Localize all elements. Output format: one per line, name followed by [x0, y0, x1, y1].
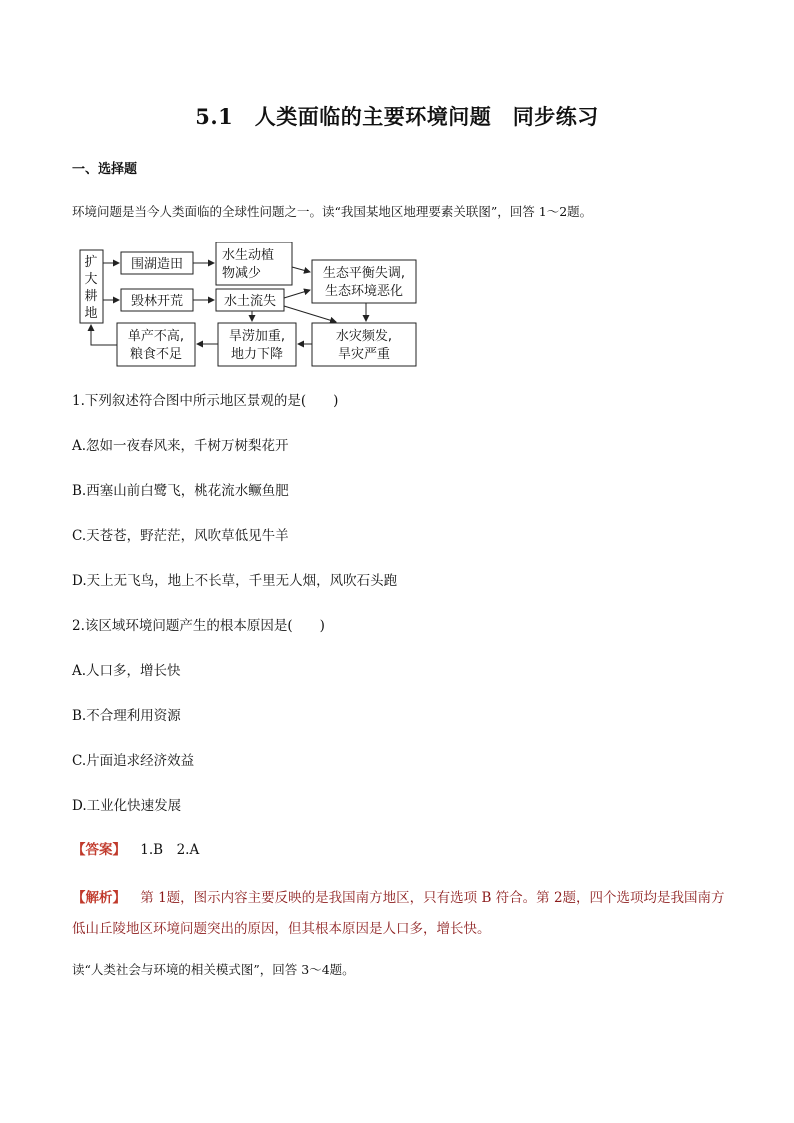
question-2-option-a: A.人口多，增长快: [72, 663, 181, 679]
question-1-option-d: D.天上无飞鸟，地上不长草，千里无人烟，风吹石头跑: [72, 573, 398, 589]
question-2-option-b: B.不合理利用资源: [72, 708, 181, 724]
node-deforest-text: 毁林开荒: [130, 294, 184, 309]
analysis-label: 【解析】: [72, 890, 126, 906]
question-2-option-d: D.工业化快速发展: [72, 798, 182, 814]
node-drought-text-1: 旱涝加重,: [228, 329, 286, 344]
node-aquatic-text-2: 物减少: [222, 266, 262, 281]
page-title: 5.1 人类面临的主要环境问题 同步练习: [195, 104, 599, 129]
question-1-option-c: C.天苍苍，野茫茫，风吹草低见牛羊: [72, 528, 289, 544]
answer-line: [72, 838, 199, 858]
node-eco-text-2: 生态环境恶化: [324, 284, 404, 299]
question-1-option-a: A.忽如一夜春风来，千树万树梨花开: [72, 438, 289, 454]
node-expand-text-4: 地: [84, 306, 98, 321]
question-1-stem: 1.下列叙述符合图中所示地区景观的是( ): [72, 393, 339, 409]
question-2-stem: 2.该区域环境问题产生的根本原因是( ): [72, 618, 325, 634]
node-aquatic-text-1: 水生动植: [222, 248, 275, 263]
node-drought-text-2: 地力下降: [230, 347, 284, 362]
node-expand-text-3: 耕: [84, 289, 98, 304]
question-intro-3-4: 读“人类社会与环境的相关模式图”，回答 3～4题。: [72, 962, 355, 977]
node-eco-text-1: 生态平衡失调,: [322, 266, 406, 281]
question-2-option-c: C.片面追求经济效益: [72, 753, 195, 769]
analysis-text: 第 1题，图示内容主要反映的是我国南方地区，只有选项 B 符合。第 2题，四个选项均是我国南方低山丘陵地区环境问题突出的原因，但其根本原因是人口多，增长快。: [72, 890, 725, 937]
node-expand-text-1: 扩: [84, 255, 98, 270]
relationship-diagram: [76, 242, 421, 368]
analysis-block: [72, 883, 728, 945]
question-intro-1-2: 环境问题是当今人类面临的全球性问题之一。读“我国某地区地理要素关联图”，回答 1～2题。: [72, 204, 593, 219]
node-reclaim-text: 围湖造田: [130, 257, 184, 272]
answer-label: 【答案】: [72, 842, 126, 858]
node-expand-text-2: 大: [84, 272, 98, 287]
node-soil-text: 水土流失: [223, 294, 277, 309]
section-heading: 一、选择题: [72, 162, 138, 177]
node-low-yield-text-2: 粮食不足: [129, 347, 183, 362]
question-1-option-b: B.西塞山前白鹭飞，桃花流水鳜鱼肥: [72, 483, 289, 499]
node-low-yield-text-1: 单产不高,: [127, 329, 185, 344]
node-flood-text-1: 水灾频发,: [335, 329, 393, 344]
answer-text: 1.B 2.A: [140, 842, 200, 858]
node-flood-text-2: 旱灾严重: [337, 347, 391, 362]
